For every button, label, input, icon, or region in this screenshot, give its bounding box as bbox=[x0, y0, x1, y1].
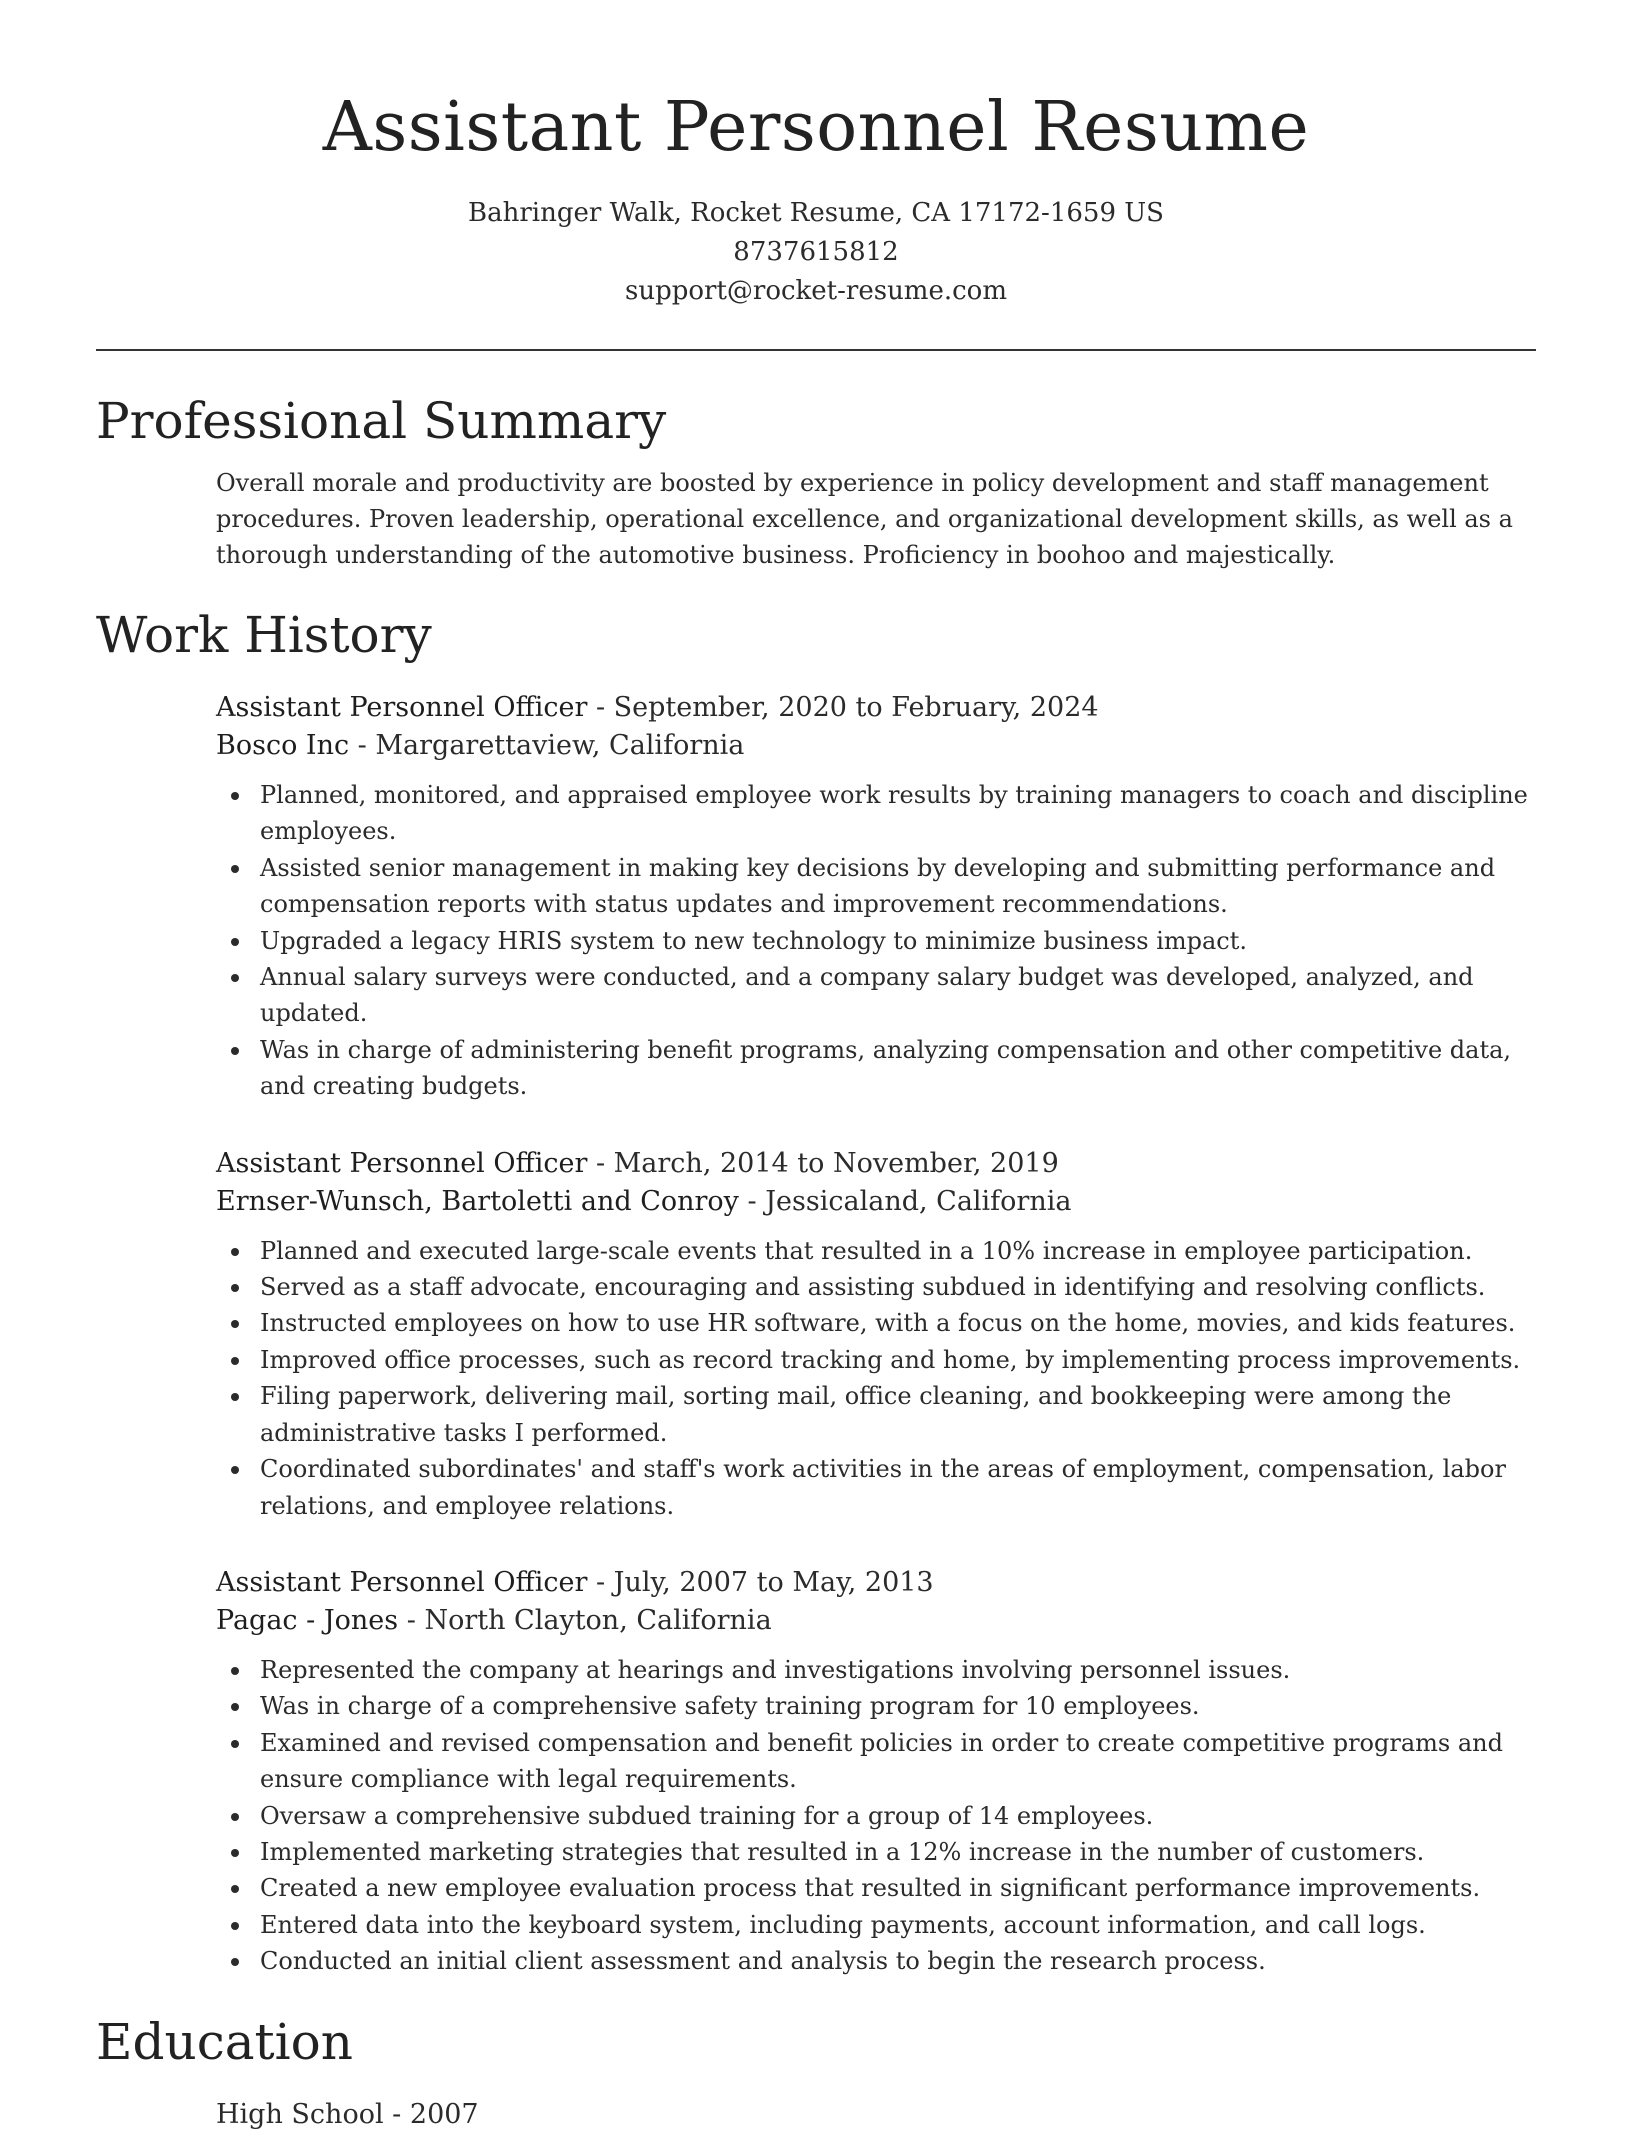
bullet-dot-icon bbox=[231, 1248, 239, 1256]
job-company-line bbox=[216, 1602, 1536, 1640]
bullet-dot-icon bbox=[231, 792, 239, 800]
job-bullet bbox=[260, 1834, 1536, 1870]
job-bullet bbox=[260, 1652, 1536, 1688]
job-bullet bbox=[260, 1269, 1536, 1305]
job-bullet-text: Examined and revised compensation and benefit policies in order to create competitive programs and ensure compliance with legal requirements. bbox=[260, 1728, 1503, 1794]
job-company: Pagac - Jones bbox=[216, 1604, 399, 1636]
job-bullet bbox=[260, 1378, 1536, 1451]
job-bullet-text: Upgraded a legacy HRIS system to new technology to minimize business impact. bbox=[260, 926, 1248, 955]
education-separator: - bbox=[383, 2098, 410, 2130]
job-bullet bbox=[260, 1943, 1536, 1979]
bullet-dot-icon bbox=[231, 974, 239, 982]
job-bullet-text: Conducted an initial client assessment and analysis to begin the research process. bbox=[260, 1947, 1266, 1976]
contact-email: support@rocket-resume.com bbox=[624, 276, 1007, 306]
job-bullet-text: Filing paperwork, delivering mail, sorting mail, office cleaning, and bookkeeping were among the administrative tasks I performed. bbox=[260, 1382, 1452, 1447]
summary-heading: Professional Summary bbox=[96, 392, 667, 450]
job-location: North Clayton, California bbox=[424, 1604, 772, 1636]
job-bullet bbox=[260, 1342, 1536, 1378]
job-separator: - bbox=[587, 692, 614, 723]
job-bullet bbox=[260, 1032, 1536, 1105]
job-separator: - bbox=[587, 1566, 614, 1598]
header-divider bbox=[96, 349, 1536, 351]
job-bullet-text: Instructed employees on how to use HR software, with a focus on the home, movies, and kids features. bbox=[260, 1309, 1516, 1338]
job-bullet bbox=[260, 777, 1536, 850]
work-history-section bbox=[96, 603, 1536, 1980]
resume-name: Assistant Personnel Resume bbox=[322, 88, 1310, 167]
bullet-dot-icon bbox=[231, 1740, 239, 1748]
job-bullet-text: Planned and executed large-scale events that resulted in a 10% increase in employee participation. bbox=[260, 1236, 1473, 1265]
job-location: Jessicaland, California bbox=[765, 1185, 1072, 1217]
job-bullets bbox=[216, 777, 1536, 1105]
job-bullet bbox=[260, 850, 1536, 923]
job-bullet-text: Entered data into the keyboard system, including payments, account information, and call logs. bbox=[260, 1910, 1426, 1939]
education-section bbox=[96, 2010, 1536, 2134]
job-bullets bbox=[216, 1652, 1536, 1980]
job-bullet-text: Planned, monitored, and appraised employee work results by training managers to coach and discipline employees. bbox=[260, 781, 1528, 846]
job-title-line bbox=[216, 689, 1536, 727]
bullet-dot-icon bbox=[231, 938, 239, 946]
education-heading: Education bbox=[96, 2012, 353, 2071]
job-bullet bbox=[260, 1870, 1536, 1906]
job-bullet-text: Coordinated subordinates' and staff's work activities in the areas of employment, compensation, labor relations, and employee relations. bbox=[260, 1455, 1506, 1520]
education-year: 2007 bbox=[409, 2098, 479, 2130]
summary-section bbox=[96, 389, 1536, 573]
bullet-dot-icon bbox=[231, 1320, 239, 1328]
bullet-dot-icon bbox=[231, 1466, 239, 1474]
job-title-line bbox=[216, 1564, 1536, 1602]
job-bullet bbox=[260, 1305, 1536, 1341]
job-dates: September, 2020 to February, 2024 bbox=[613, 692, 1099, 723]
job-bullets bbox=[216, 1233, 1536, 1524]
job-title: Assistant Personnel Officer bbox=[216, 692, 588, 723]
job-bullet bbox=[260, 1725, 1536, 1798]
job-dates: March, 2014 to November, 2019 bbox=[613, 1147, 1059, 1179]
job-bullet bbox=[260, 1798, 1536, 1834]
bullet-dot-icon bbox=[231, 1284, 239, 1292]
job-entry bbox=[216, 1564, 1536, 1980]
job-bullet-text: Improved office processes, such as record tracking and home, by implementing process improvements. bbox=[260, 1345, 1521, 1374]
job-company: Bosco Inc bbox=[216, 730, 350, 761]
bullet-dot-icon bbox=[231, 1885, 239, 1893]
job-bullet bbox=[260, 959, 1536, 1032]
job-dates: July, 2007 to May, 2013 bbox=[613, 1566, 934, 1598]
work-history-heading: Work History bbox=[96, 606, 432, 664]
job-bullet bbox=[260, 1907, 1536, 1943]
resume-header bbox=[96, 0, 1536, 311]
job-location: Margarettaview, California bbox=[375, 730, 745, 761]
job-bullet bbox=[260, 1688, 1536, 1724]
resume-page bbox=[96, 0, 1536, 2134]
bullet-dot-icon bbox=[231, 1922, 239, 1930]
job-separator: - bbox=[398, 1604, 425, 1636]
bullet-dot-icon bbox=[231, 1958, 239, 1966]
contact-block bbox=[96, 194, 1536, 311]
bullet-dot-icon bbox=[231, 1357, 239, 1365]
job-title-line bbox=[216, 1145, 1536, 1183]
job-company: Ernser-Wunsch, Bartoletti and Conroy bbox=[216, 1185, 739, 1217]
job-bullet-text: Was in charge of administering benefit programs, analyzing compensation and other competitive data, and creating budgets. bbox=[260, 1035, 1512, 1101]
job-bullet-text: Assisted senior management in making key decisions by developing and submitting performance and compensation reports with status updates and improvement recommendations. bbox=[260, 853, 1496, 919]
job-entry bbox=[216, 689, 1536, 1105]
job-bullet-text: Implemented marketing strategies that resulted in a 12% increase in the number of customers. bbox=[260, 1837, 1425, 1866]
job-title: Assistant Personnel Officer bbox=[216, 1147, 588, 1179]
job-bullet bbox=[260, 923, 1536, 959]
job-bullet-text: Represented the company at hearings and investigations involving personnel issues. bbox=[260, 1655, 1291, 1684]
contact-address: Bahringer Walk, Rocket Resume, CA 17172-1659 US bbox=[468, 198, 1164, 228]
contact-phone: 8737615812 bbox=[733, 237, 899, 267]
job-bullet-text: Served as a staff advocate, encouraging and assisting subdued in identifying and resolving conflicts. bbox=[260, 1273, 1486, 1302]
job-bullet-text: Annual salary surveys were conducted, and a company salary budget was developed, analyzed, and updated. bbox=[260, 963, 1474, 1028]
bullet-dot-icon bbox=[231, 1849, 239, 1857]
bullet-dot-icon bbox=[231, 1703, 239, 1711]
job-entry bbox=[216, 1145, 1536, 1524]
bullet-dot-icon bbox=[231, 1667, 239, 1675]
education-degree: High School bbox=[216, 2098, 384, 2130]
job-separator: - bbox=[587, 1147, 614, 1179]
job-bullet-text: Was in charge of a comprehensive safety training program for 10 employees. bbox=[260, 1692, 1200, 1721]
bullet-dot-icon bbox=[231, 1047, 239, 1055]
job-bullet bbox=[260, 1233, 1536, 1269]
summary-text: Overall morale and productivity are boosted by experience in policy development and staff management procedures. Proven leadership, operational excellence, and organizational development skills, as well as a thorough understanding of the automotive business. Proficiency in boohoo and majestically. bbox=[216, 469, 1513, 569]
job-separator: - bbox=[349, 730, 376, 761]
job-bullet-text: Oversaw a comprehensive subdued training for a group of 14 employees. bbox=[260, 1801, 1154, 1830]
job-company-line bbox=[216, 727, 1536, 765]
job-title: Assistant Personnel Officer bbox=[216, 1566, 588, 1598]
job-company-line bbox=[216, 1183, 1536, 1221]
job-bullet bbox=[260, 1451, 1536, 1524]
bullet-dot-icon bbox=[231, 1393, 239, 1401]
job-bullet-text: Created a new employee evaluation process that resulted in significant performance improvements. bbox=[260, 1874, 1481, 1903]
job-separator: - bbox=[738, 1185, 766, 1217]
education-entry bbox=[216, 2096, 1536, 2134]
bullet-dot-icon bbox=[231, 865, 239, 873]
bullet-dot-icon bbox=[231, 1813, 239, 1821]
